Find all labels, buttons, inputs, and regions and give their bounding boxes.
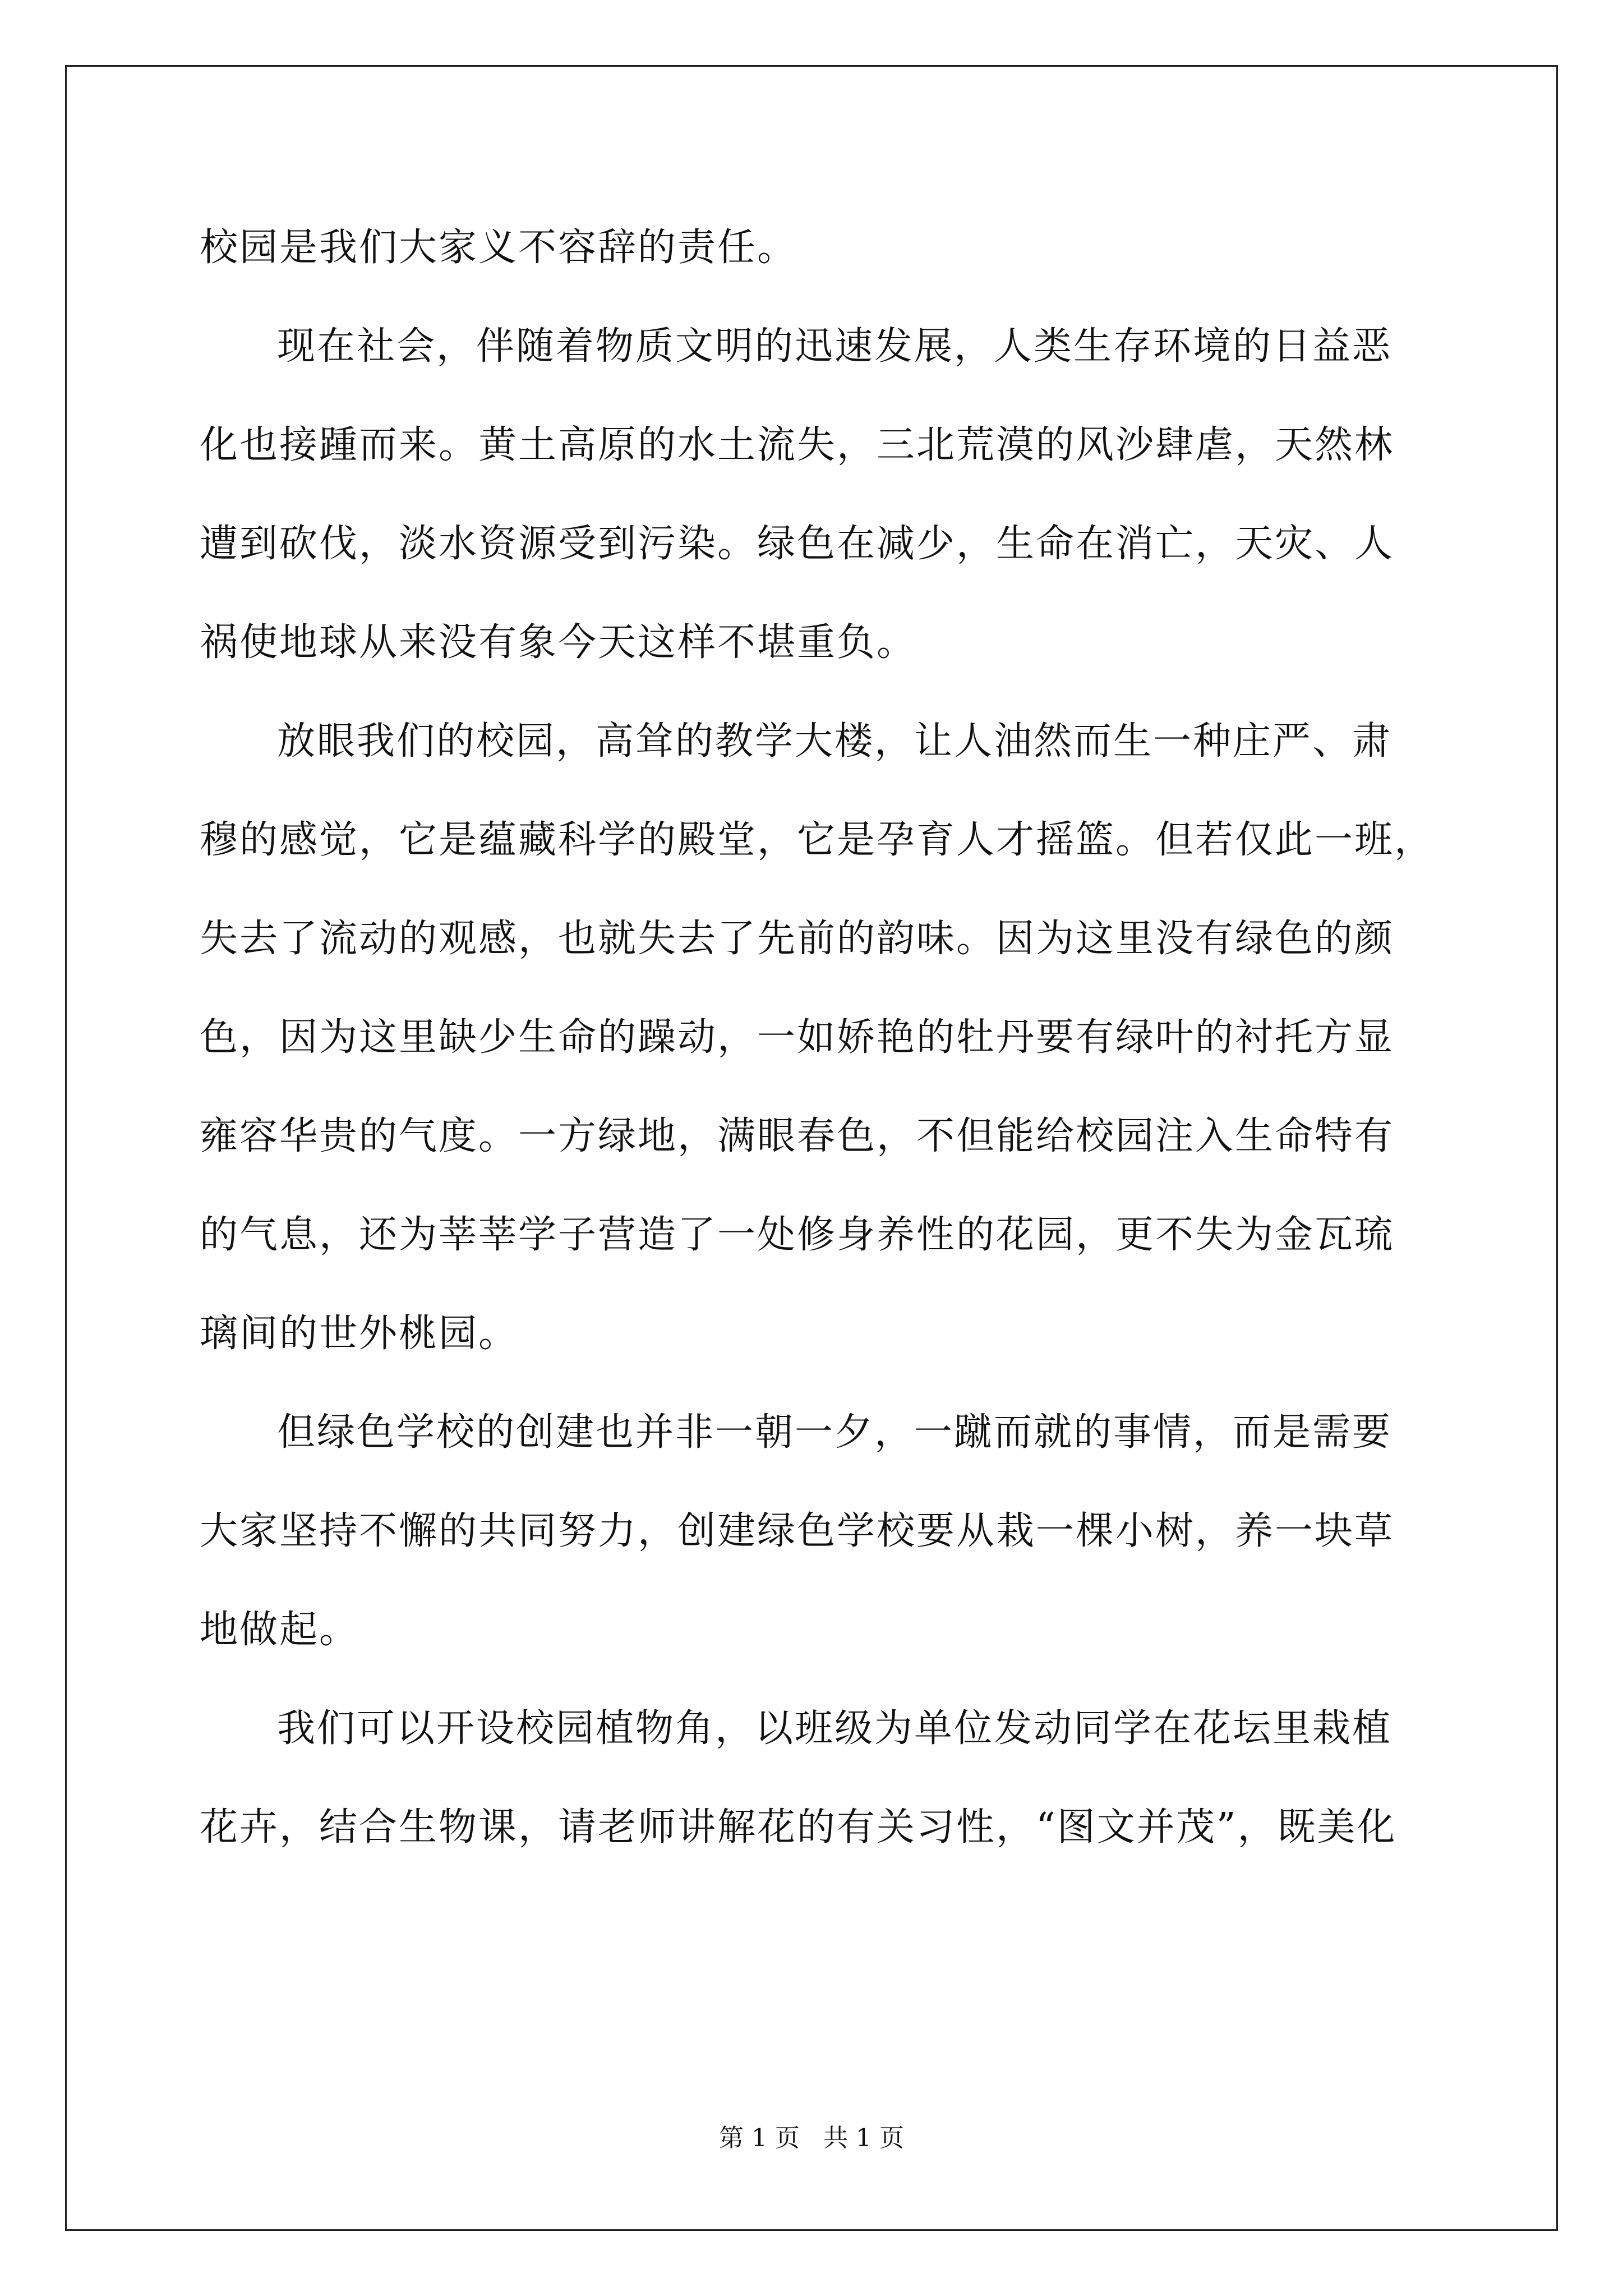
text-line: 花卉，结合生物课，请老师讲解花的有关习性，“图文并茂”，既美化 [200, 1805, 1397, 1849]
text-line: 遭到砍伐，淡水资源受到污染。绿色在减少，生命在消亡，天灾、人 [200, 522, 1395, 566]
text-line: 放眼我们的校园，高耸的教学大楼，让人油然而生一种庄严、肃 [277, 719, 1393, 763]
text-line: 雍容华贵的气度。一方绿地，满眼春色，不但能给校园注入生命特有 [200, 1114, 1395, 1158]
text-line: 穆的感觉，它是蕴藏科学的殿堂，它是孕育人才摇篮。但若仅此一班， [200, 818, 1435, 862]
text-line: 的气息，还为莘莘学子营造了一处修身养性的花园，更不失为金瓦琉 [200, 1213, 1395, 1257]
text-line: 现在社会，伴随着物质文明的迅速发展，人类生存环境的日益恶 [277, 324, 1393, 369]
text-line: 校园是我们大家义不容辞的责任。 [200, 226, 797, 270]
text-line: 大家坚持不懈的共同努力，创建绿色学校要从栽一棵小树，养一块草 [200, 1509, 1395, 1553]
text-line: 失去了流动的观感，也就失去了先前的韵味。因为这里没有绿色的颜 [200, 917, 1395, 961]
text-line: 祸使地球从来没有象今天这样不堪重负。 [200, 620, 917, 665]
text-line: 但绿色学校的创建也并非一朝一夕，一蹴而就的事情，而是需要 [277, 1410, 1393, 1455]
text-line: 色，因为这里缺少生命的躁动，一如娇艳的牡丹要有绿叶的衬托方显 [200, 1015, 1395, 1060]
text-line: 化也接踵而来。黄土高原的水土流失，三北荒漠的风沙肆虐，天然林 [200, 423, 1395, 467]
text-line: 我们可以开设校园植物角，以班级为单位发动同学在花坛里栽植 [277, 1706, 1393, 1751]
page-footer: 第 1 页 共 1 页 [719, 2124, 904, 2152]
text-line: 地做起。 [200, 1608, 359, 1652]
text-line: 璃间的世外桃园。 [200, 1312, 519, 1356]
